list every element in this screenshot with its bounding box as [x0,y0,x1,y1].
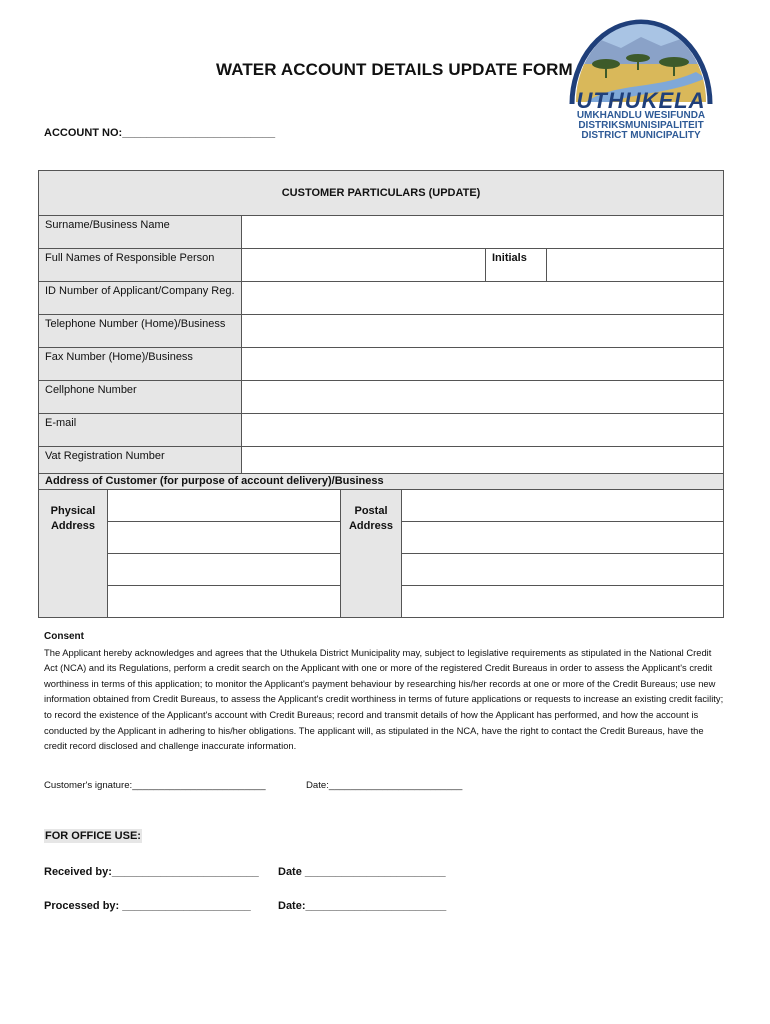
address-header: Address of Customer (for purpose of account delivery)/Business [39,474,724,490]
email-label: E-mail [39,414,242,447]
surname-input[interactable] [242,216,724,249]
initials-input[interactable] [547,249,724,282]
form-title: WATER ACCOUNT DETAILS UPDATE FORM [216,60,573,79]
surname-label: Surname/Business Name [39,216,242,249]
customer-signature-field[interactable]: Customer's ignature:_________________________ [44,780,266,791]
account-number-field[interactable]: ACCOUNT NO:_________________________ [44,127,276,139]
id-number-input[interactable] [242,282,724,315]
postal-label-line1: Postal [354,505,388,517]
consent-text: The Applicant hereby acknowledges and agrees that the Uthukela District Municipality may, subject to legislative requirements as stipulated in the National Credit Act (NCA) and its Regulations, perform a credit search on the Applicant with one or more of the registered Credit Bureaus in order to assess the Applicant's credit worthiness in terms of this application; to monitor the Applicant's payment behaviour by researching his/her records at one or more of the Credit Bureaus; use new information obtained from Credit Bureaus, to assess the Applicant's credit worthiness in terms of future applications or requests to increase an existing credit facility; to record the existence of the Applicant's account with Credit Bureaus; record and transmit details of how the Applicant has performed, and how the account is conducted by the Applicant in adhering to his/her obligations. The applicant will, as stipulated in the NCA, have the right to contact the Credit Bureaus, have the credit record disclosed and challenge inaccurate information. [44,646,724,752]
physical-label-line1: Physical [50,505,96,517]
logo-line1: UMKHANDLU WESIFUNDA [576,110,706,121]
customer-particulars-table [38,170,724,480]
physical-address-line3[interactable] [108,554,341,586]
logo-line2: DISTRIKSMUNISIPALITEIT [578,120,704,131]
email-input[interactable] [242,414,724,447]
postal-address-line3[interactable] [402,554,724,586]
postal-address-line2[interactable] [402,522,724,554]
id-number-label: ID Number of Applicant/Company Reg. [39,282,242,315]
telephone-input[interactable] [242,315,724,348]
consent-section [44,629,726,754]
physical-address-line2[interactable] [108,522,341,554]
logo-line3: DISTRICT MUNICIPALITY [581,130,701,141]
postal-address-line1[interactable] [402,490,724,522]
processed-date-field[interactable]: Date:_______________________ [278,900,447,912]
address-table [38,473,724,618]
fax-label: Fax Number (Home)/Business [39,348,242,381]
initials-label: Initials [486,249,547,282]
physical-label-line2: Address [50,520,96,532]
postal-address-label [341,490,402,618]
full-names-label: Full Names of Responsible Person [39,249,242,282]
processed-by-field[interactable]: Processed by: _____________________ [44,900,251,912]
received-date-field[interactable]: Date _______________________ [278,866,446,878]
cellphone-label: Cellphone Number [39,381,242,414]
postal-address-line4[interactable] [402,586,724,618]
uthukela-logo [566,12,716,147]
full-names-input[interactable] [242,249,486,282]
physical-address-label [39,490,108,618]
office-use-title: FOR OFFICE USE: [45,830,141,842]
physical-address-line1[interactable] [108,490,341,522]
signature-date-field[interactable]: Date:_________________________ [306,780,463,791]
vat-label: Vat Registration Number [39,447,242,480]
cellphone-input[interactable] [242,381,724,414]
logo-name: UTHUKELA [576,88,706,113]
physical-address-line4[interactable] [108,586,341,618]
postal-label-line2: Address [348,520,394,532]
telephone-label: Telephone Number (Home)/Business [39,315,242,348]
consent-title: Consent [44,631,84,642]
received-by-field[interactable]: Received by:________________________ [44,866,259,878]
customer-particulars-header: CUSTOMER PARTICULARS (UPDATE) [39,171,724,216]
fax-input[interactable] [242,348,724,381]
